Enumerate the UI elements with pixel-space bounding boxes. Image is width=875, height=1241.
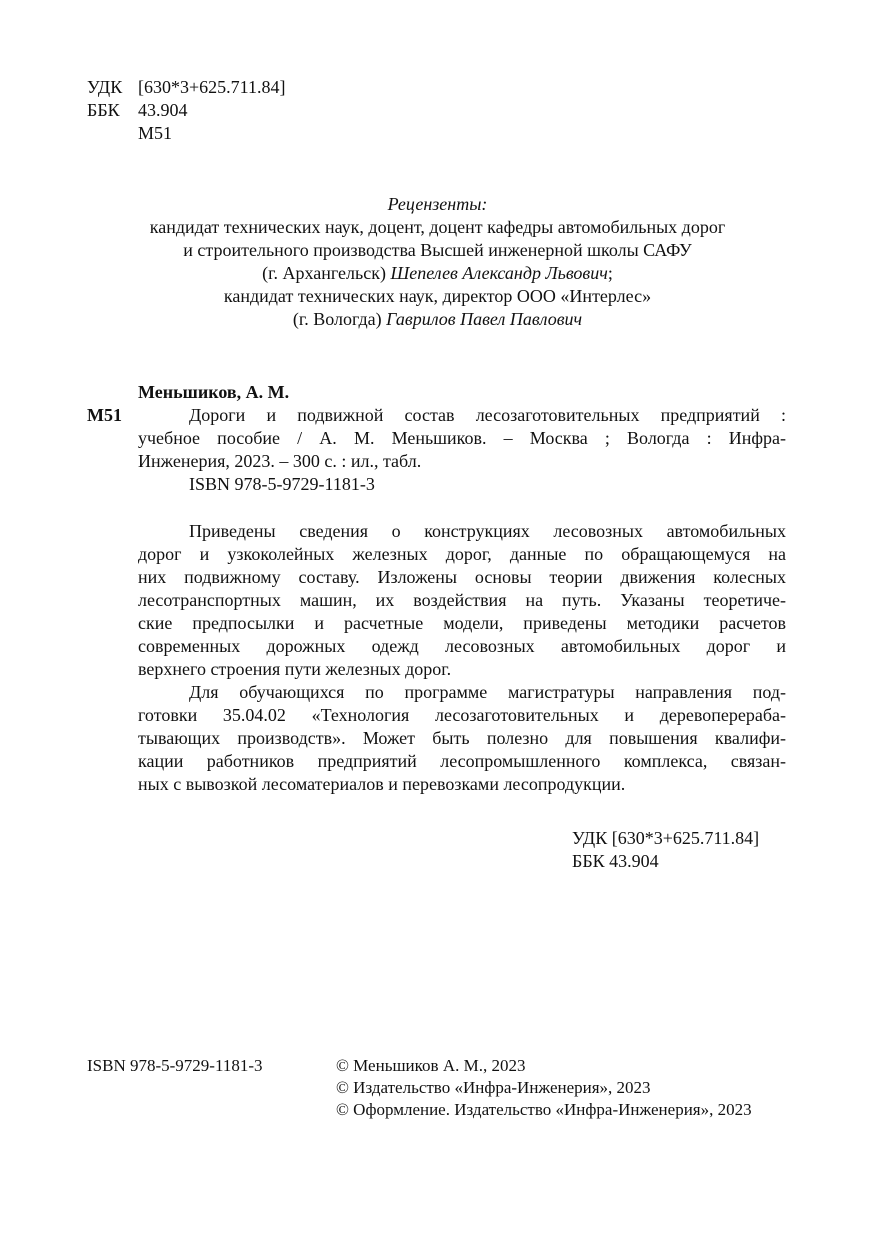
catalog-line-1: Дороги и подвижной состав лесозаготовительных предприятий : <box>189 405 786 425</box>
catalog-isbn: ISBN 978-5-9729-1181-3 <box>189 474 375 494</box>
reviewer-city-2: (г. Вологда) <box>292 309 387 329</box>
reviewer-line-5 <box>0 308 875 331</box>
abstract-p1-line-2: дорог и узкоколейных железных дорог, данные по обращающемуся на <box>138 544 786 564</box>
abstract-p2-line-2: готовки 35.04.02 «Технология лесозаготовительных и деревоперераба- <box>138 705 786 725</box>
reviewer-line-3 <box>0 262 875 285</box>
abstract-p2-line-1: Для обучающихся по программе магистратуры направления под- <box>189 682 786 702</box>
author-mark: М51 <box>138 123 173 143</box>
footer-copyright-author: © Меньшиков А. М., 2023 <box>336 1056 526 1075</box>
abstract-p2-line-4: кации работников предприятий лесопромышленного комплекса, связан- <box>138 751 786 771</box>
abstract-p1-line-4: лесотранспортных машин, их воздействия на путь. Указаны теоретиче- <box>138 590 786 610</box>
catalog-line-3: Инженерия, 2023. – 300 с. : ил., табл. <box>138 451 422 471</box>
abstract-p2-line-3: тывающих производств». Может быть полезно для повышения квалифи- <box>138 728 786 748</box>
footer-copyright-design: © Оформление. Издательство «Инфра-Инженерия», 2023 <box>336 1100 752 1119</box>
reviewer-city-1: (г. Архангельск) <box>262 263 391 283</box>
abstract-p2-line-5: ных с вывозкой лесоматериалов и перевозками лесопродукции. <box>138 774 626 794</box>
reviewer-line-2: и строительного производства Высшей инженерной школы САФУ <box>183 240 692 260</box>
abstract-p1-line-1: Приведены сведения о конструкциях лесовозных автомобильных <box>189 521 786 541</box>
reviewer-line-4: кандидат технических наук, директор ООО «Интерлес» <box>223 286 652 306</box>
reviewers-heading: Рецензенты: <box>387 194 488 214</box>
reviewer-name-1: Шепелев Александр Львович <box>390 263 608 283</box>
udk-value: [630*3+625.711.84] <box>138 77 286 97</box>
abstract-p1-line-7: верхнего строения пути железных дорог. <box>138 659 452 679</box>
reviewer-line-1: кандидат технических наук, доцент, доцент кафедры автомобильных дорог <box>149 217 726 237</box>
catalog-author: Меньшиков, А. М. <box>138 382 290 402</box>
catalog-mark: М51 <box>87 405 122 425</box>
udk-label: УДК <box>87 77 123 97</box>
footer-isbn: ISBN 978-5-9729-1181-3 <box>87 1056 263 1075</box>
bbk-label: ББК <box>87 100 120 120</box>
index-bbk: ББК 43.904 <box>572 851 659 871</box>
reviewer-name-2: Гаврилов Павел Павлович <box>386 309 583 329</box>
abstract-p1-line-6: современных дорожных одежд лесовозных автомобильных дорог и <box>138 636 786 656</box>
abstract-p1-line-3: них подвижному составу. Изложены основы теории движения колесных <box>138 567 786 587</box>
abstract-p1-line-5: ские предпосылки и расчетные модели, приведены методики расчетов <box>138 613 786 633</box>
index-udk: УДК [630*3+625.711.84] <box>572 828 760 848</box>
catalog-line-2: учебное пособие / А. М. Меньшиков. – Москва ; Вологда : Инфра- <box>138 428 786 448</box>
reviewer-separator: ; <box>607 263 613 283</box>
footer-copyright-publisher: © Издательство «Инфра-Инженерия», 2023 <box>336 1078 651 1097</box>
bbk-value: 43.904 <box>138 100 188 120</box>
